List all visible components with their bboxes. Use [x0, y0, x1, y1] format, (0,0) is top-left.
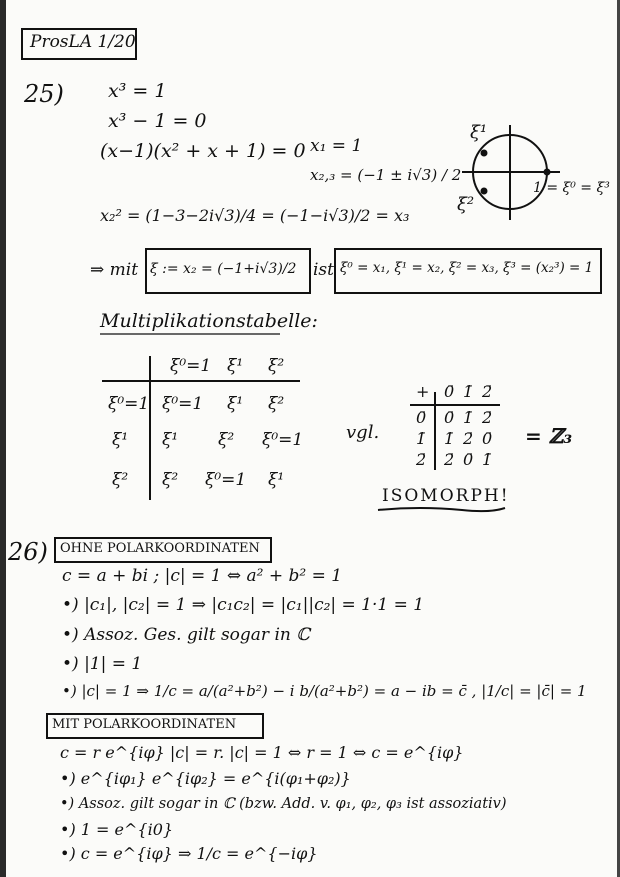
line-c-definition: c = a + bi ; |c| = 1 ⇔ a² + b² = 1 [62, 566, 343, 586]
circle-label-xi1: ξ¹ [470, 122, 488, 143]
add-cell: 0̄ [463, 450, 474, 469]
root-x1: x₁ = 1 [310, 136, 363, 156]
mult-header-cell: ξ⁰=1 [170, 356, 212, 376]
mult-cell: ξ² [162, 470, 179, 490]
ohne-polar-heading: OHNE POLARKOORDINATEN [60, 541, 260, 556]
mit-polar-heading: MIT POLARKOORDINATEN [52, 717, 237, 732]
add-header-cell: 1̄ [463, 382, 474, 401]
eq-x-cubed-minus-one: x³ − 1 = 0 [108, 110, 207, 132]
eq-x-cubed: x³ = 1 [108, 80, 167, 102]
mult-cell: ξ¹ [227, 394, 244, 414]
powers-of-xi: ξ⁰ = x₁, ξ¹ = x₂, ξ² = x₃, ξ³ = (x₂³) = 1 [340, 260, 594, 276]
polar-line-product: •) e^{iφ₁} e^{iφ₂} = e^{i(φ₁+φ₂)} [60, 769, 351, 788]
add-cell: 2̄ [482, 408, 493, 427]
isomorph-label: ISOMORPH! [382, 486, 510, 506]
line-closure: •) |c₁|, |c₂| = 1 ⇒ |c₁c₂| = |c₁||c₂| = 1·1 = 1 [62, 595, 425, 615]
line-neutral: •) |1| = 1 [62, 654, 143, 674]
mult-cell: ξ¹ [268, 470, 285, 490]
circle-label-right: 1 = ξ⁰ = ξ³ [533, 180, 610, 196]
eq-factorized: (x−1)(x² + x + 1) = 0 [100, 140, 306, 162]
z3-label: = ℤ₃ [525, 424, 573, 448]
vgl-label: vgl. [346, 422, 380, 443]
circle-label-xi2: ξ² [457, 194, 475, 215]
header-title: ProsLA 1/20 [30, 32, 136, 52]
mult-cell: ξ² [268, 394, 285, 414]
mult-cell: ξ² [218, 430, 235, 450]
mult-table-title: Multiplikationstabelle: [100, 310, 318, 332]
add-cell: 1̄ [444, 429, 455, 448]
add-cell: 0̄ [482, 429, 493, 448]
add-header-cell: + [416, 382, 430, 401]
mult-row-label: ξ¹ [112, 430, 129, 450]
definition-ist: ist [313, 260, 334, 280]
definition-xi: ξ := x₂ = (−1+i√3)/2 [150, 261, 297, 277]
mult-cell: ξ⁰=1 [262, 430, 304, 450]
line-inverse: •) |c| = 1 ⇒ 1/c = a/(a²+b²) − i b/(a²+b²) = a − ib = c̄ , |1/c| = |c̄| = 1 [62, 682, 587, 700]
x2-squared: x₂² = (1−3−2i√3)/4 = (−1−i√3)/2 = x₃ [100, 206, 410, 225]
add-cell: 2̄ [463, 429, 474, 448]
polar-line-neutral: •) 1 = e^{i0} [60, 820, 174, 839]
problem-26-number: 26) [8, 538, 48, 566]
polar-line-inverse: •) c = e^{iφ} ⇒ 1/c = e^{−iφ} [60, 844, 318, 863]
add-row-label: 0̄ [416, 408, 427, 427]
mult-row-label: ξ⁰=1 [108, 394, 150, 414]
add-cell: 1̄ [482, 450, 493, 469]
add-header-cell: 0̄ [444, 382, 455, 401]
mult-row-label: ξ² [112, 470, 129, 490]
add-cell: 1̄ [463, 408, 474, 427]
add-cell: 0̄ [444, 408, 455, 427]
mult-cell: ξ⁰=1 [205, 470, 247, 490]
root-x23: x₂,₃ = (−1 ± i√3) / 2 [310, 166, 462, 184]
mult-header-cell: ξ¹ [227, 356, 244, 376]
add-cell: 2̄ [444, 450, 455, 469]
definition-prefix: ⇒ mit [90, 260, 139, 280]
problem-25-number: 25) [24, 80, 64, 108]
mult-header-cell: ξ² [268, 356, 285, 376]
add-row-label: 2̄ [416, 450, 427, 469]
line-assoc: •) Assoz. Ges. gilt sogar in ℂ [62, 625, 310, 645]
polar-line-definition: c = r e^{iφ} |c| = r. |c| = 1 ⇔ r = 1 ⇔ c = e^{iφ} [60, 743, 464, 762]
mult-cell: ξ⁰=1 [162, 394, 204, 414]
polar-line-assoc: •) Assoz. gilt sogar in ℂ (bzw. Add. v. φ₁, φ₂, φ₃ ist assoziativ) [60, 796, 507, 812]
add-row-label: 1̄ [416, 429, 427, 448]
add-header-cell: 2̄ [482, 382, 493, 401]
mult-cell: ξ¹ [162, 430, 179, 450]
